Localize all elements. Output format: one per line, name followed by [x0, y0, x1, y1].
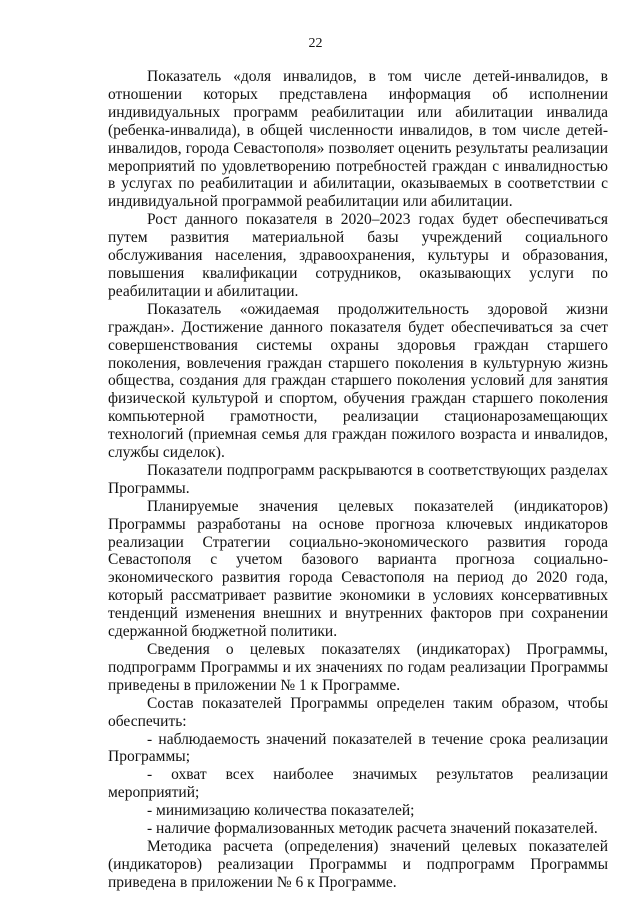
document-body	[108, 68, 608, 892]
page-number: 22	[308, 36, 323, 51]
list-item: - минимизацию количества показателей;	[147, 802, 415, 820]
paragraph-indicator-growth: Рост данного показателя в 2020–2023 годах будет обеспечиваться путем развития материальной базы учреждений социального обслуживания населения, здравоохранения, культуры и образования, повышения квалификации сотрудников, оказывающих услуги по реабилитации и абилитации.	[108, 211, 608, 300]
paragraph-indicator-info: Сведения о целевых показателях (индикаторах) Программы, подпрограмм Программы и их значениях по годам реализации Программы приведены в приложении № 1 к Программе.	[108, 641, 608, 694]
list-item: - наблюдаемость значений показателей в течение срока реализации Программы;	[108, 730, 608, 766]
paragraph-planned-values: Планируемые значения целевых показателей (индикаторов) Программы разработаны на основе прогноза ключевых индикаторов реализации Стратегии социально-экономического развития города Севастополя с учетом базового варианта прогноза социально-экономического развития города Севастополя на период до 2020 года, который рассматривает развитие экономики в условиях консервативных тенденций изменения внешних и внутренних факторов при сохранении сдержанной бюджетной политики.	[108, 497, 608, 641]
paragraph-life-expectancy: Показатель «ожидаемая продолжительность здоровой жизни граждан». Достижение данного показателя будет обеспечиваться за счет совершенствования системы охраны здоровья граждан старшего поколения, вовлечения граждан старшего поколения в культурную жизнь общества, создания для граждан старшего поколения условий для занятия физической культурой и спортом, обучения граждан старшего поколения компьютерной грамотности, реализации стационарозамещающих технологий (приемная семья для граждан пожилого возраста и инвалидов, службы сиделок).	[108, 300, 608, 462]
paragraph-disability-indicator: Показатель «доля инвалидов, в том числе детей-инвалидов, в отношении которых представлена информация об исполнении индивидуальных программ реабилитации или абилитации инвалида (ребенка-инвалида), в общей численности инвалидов, в том числе детей-инвалидов, города Севастополя» позволяет оценить результаты реализации мероприятий по удовлетворению потребностей граждан с инвалидностью в услугах по реабилитации и абилитации, оказываемых в соответствии с индивидуальной программой реабилитации или абилитации.	[108, 68, 608, 211]
paragraph-indicator-composition: Состав показателей Программы определен таким образом, чтобы обеспечить:	[108, 694, 608, 730]
list-item: - наличие формализованных методик расчета значений показателей.	[147, 820, 598, 838]
paragraph-methodology: Методика расчета (определения) значений целевых показателей (индикаторов) реализации Программы и подпрограмм Программы приведена в приложении № 6 к Программе.	[108, 837, 608, 891]
paragraph-subprogram-indicators: Показатели подпрограмм раскрываются в соответствующих разделах Программы.	[108, 461, 608, 497]
list-item: - охват всех наиболее значимых результатов реализации мероприятий;	[108, 766, 608, 802]
